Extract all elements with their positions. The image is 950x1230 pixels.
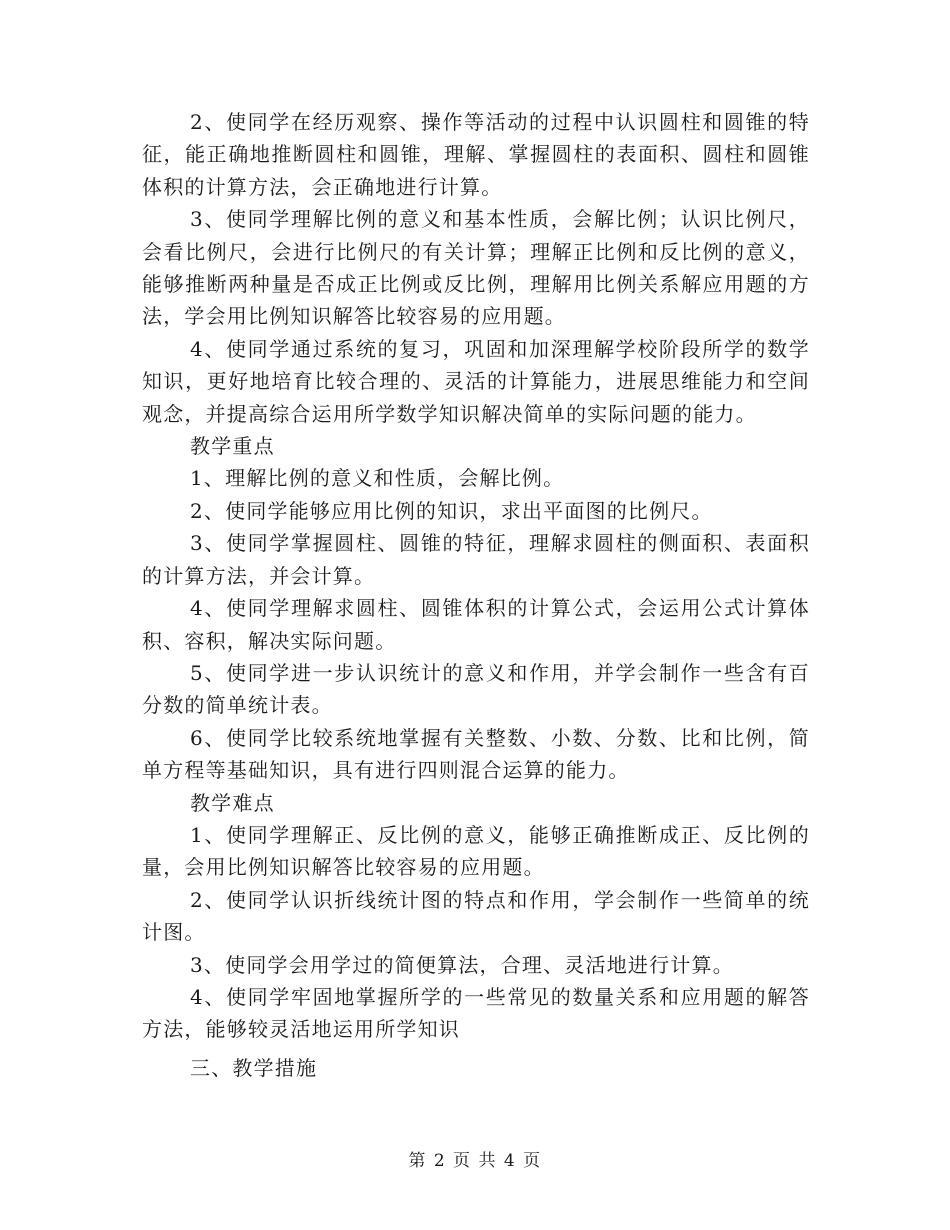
- key-point-item: 6、使同学比较系统地掌握有关整数、小数、分数、比和比例，简单方程等基础知识，具有进行四则混合运算的能力。: [142, 725, 810, 783]
- key-point-item: 2、使同学能够应用比例的知识，求出平面图的比例尺。: [190, 498, 713, 523]
- key-point-item: 5、使同学进一步认识统计的意义和作用，并学会制作一些含有百分数的简单统计表。: [142, 660, 810, 718]
- page-footer: 第 2 页 共 4 页: [408, 1151, 542, 1171]
- document-body: [142, 106, 810, 1084]
- difficulty-item: 3、使同学会用学过的简便算法，合理、灵活地进行计算。: [190, 952, 734, 977]
- key-point-item: 4、使同学理解求圆柱、圆锥体积的计算公式，会运用公式计算体积、容积，解决实际问题。: [142, 596, 810, 653]
- key-point-item: 1、理解比例的意义和性质，会解比例。: [190, 466, 565, 491]
- difficulty-item: 1、使同学理解正、反比例的意义，能够正确推断成正、反比例的量，会用比例知识解答比较容易的应用题。: [142, 822, 810, 880]
- section-title: 三、教学措施: [190, 1055, 318, 1080]
- difficulty-item: 4、使同学牢固地掌握所学的一些常见的数量关系和应用题的解答方法，能够较灵活地运用所学知识: [142, 984, 810, 1042]
- key-points-heading: 教学重点: [190, 434, 275, 459]
- objective-paragraph-2: 2、使同学在经历观察、操作等活动的过程中认识圆柱和圆锥的特征，能正确地推断圆柱和圆锥，理解、掌握圆柱的表面积、圆柱和圆锥体积的计算方法，会正确地进行计算。: [142, 110, 810, 199]
- objective-paragraph-4: 4、使同学通过系统的复习，巩固和加深理解学校阶段所学的数学知识，更好地培育比较合理的、灵活的计算能力，进展思维能力和空间观念，并提高综合运用所学数学知识解决简单的实际问题的能力。: [142, 336, 810, 426]
- difficulty-item: 2、使同学认识折线统计图的特点和作用，学会制作一些简单的统计图。: [142, 887, 810, 945]
- key-point-item: 3、使同学掌握圆柱、圆锥的特征，理解求圆柱的侧面积、表面积的计算方法，并会计算。: [142, 531, 810, 588]
- difficulties-heading: 教学难点: [190, 790, 275, 815]
- objective-paragraph-3: 3、使同学理解比例的意义和基本性质，会解比例；认识比例尺，会看比例尺，会进行比例尺的有关计算；理解正比例和反比例的意义，能够推断两种量是否成正比例或反比例，理解用比例关系解应用题的方法，学会用比例知识解答比较容易的应用题。: [142, 207, 810, 329]
